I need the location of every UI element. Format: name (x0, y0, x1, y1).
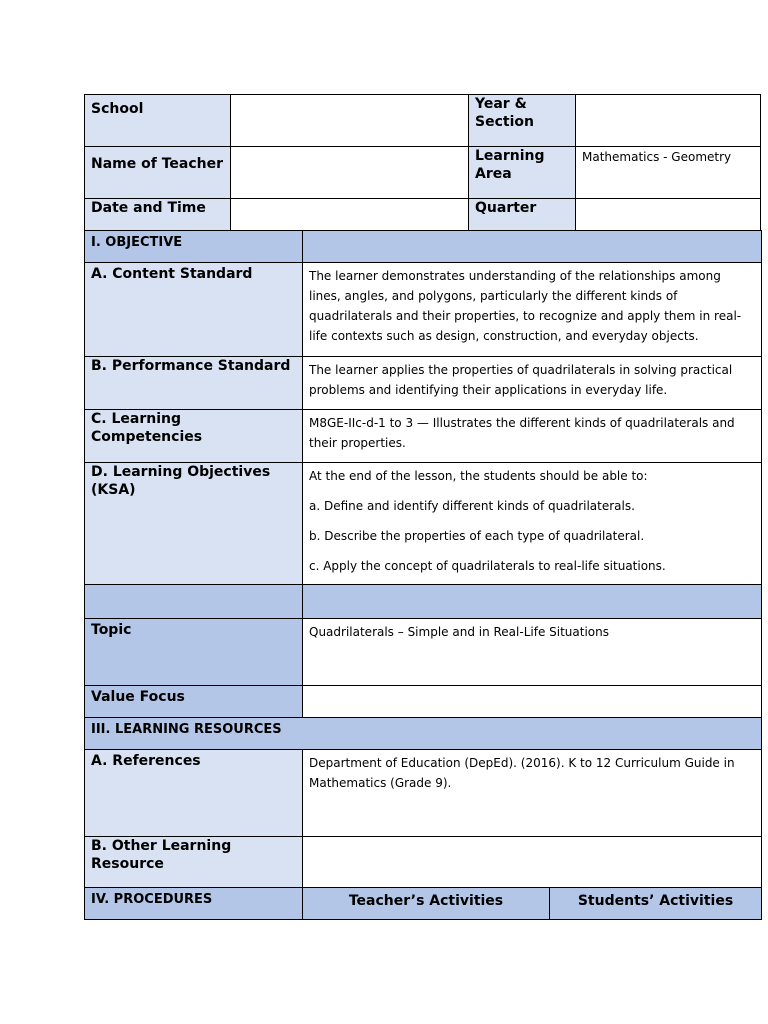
learning-objectives-value (303, 463, 762, 585)
quarter-label: Quarter (469, 199, 576, 233)
learning-area-label: Learning Area (469, 147, 576, 199)
school-value[interactable] (231, 95, 469, 147)
competencies-label: C. Learning Competencies (85, 410, 303, 463)
objective-heading-fill (303, 231, 762, 263)
objective-item: b. Describe the properties of each type of quadrilateral. (309, 529, 645, 543)
objective-item: a. Define and identify different kinds of quadrilaterals. (309, 499, 635, 513)
value-focus-value (303, 686, 762, 718)
content-section-spacer (85, 585, 303, 619)
teacher-label: Name of Teacher (85, 147, 231, 199)
date-time-value[interactable] (231, 199, 469, 233)
objective-heading: I. OBJECTIVE (85, 231, 303, 263)
topic-label: Topic (85, 619, 303, 686)
lesson-header-table (84, 94, 761, 233)
year-section-value[interactable] (576, 95, 761, 147)
procedures-heading: IV. PROCEDURES (85, 888, 303, 920)
year-section-label: Year & Section (469, 95, 576, 147)
teacher-value[interactable] (231, 147, 469, 199)
content-section-spacer-fill (303, 585, 762, 619)
students-activities-header: Students’ Activities (550, 888, 762, 920)
references-value: Department of Education (DepEd). (2016). K to 12 Curriculum Guide in Mathematics (Grade 9). (303, 750, 762, 837)
other-resource-value (303, 837, 762, 888)
objective-item: c. Apply the concept of quadrilaterals to real-life situations. (309, 559, 666, 573)
references-label: A. References (85, 750, 303, 837)
school-label: School (85, 95, 231, 147)
teacher-activities-header: Teacher’s Activities (303, 888, 550, 920)
competencies-value: M8GE-IIc-d-1 to 3 — Illustrates the different kinds of quadrilaterals and their properties. (303, 410, 762, 463)
objectives-intro: At the end of the lesson, the students should be able to: (309, 469, 648, 483)
lesson-plan-table (84, 230, 762, 920)
learning-area-value[interactable]: Mathematics - Geometry (576, 147, 761, 199)
learning-resources-heading: III. LEARNING RESOURCES (85, 718, 762, 750)
other-resource-label: B. Other Learning Resource (85, 837, 303, 888)
content-standard-value: The learner demonstrates understanding of the relationships among lines, angles, and polygons, particularly the different kinds of quadrilaterals and their properties, to recognize and apply them in real-life contexts such as design, construction, and everyday objects. (303, 263, 762, 357)
learning-objectives-label: D. Learning Objectives (KSA) (85, 463, 303, 585)
quarter-value[interactable] (576, 199, 761, 233)
performance-standard-value: The learner applies the properties of quadrilaterals in solving practical problems and identifying their applications in everyday life. (303, 357, 762, 410)
date-time-label: Date and Time (85, 199, 231, 233)
content-standard-label: A. Content Standard (85, 263, 303, 357)
value-focus-label: Value Focus (85, 686, 303, 718)
performance-standard-label: B. Performance Standard (85, 357, 303, 410)
topic-value: Quadrilaterals – Simple and in Real-Life Situations (303, 619, 762, 686)
